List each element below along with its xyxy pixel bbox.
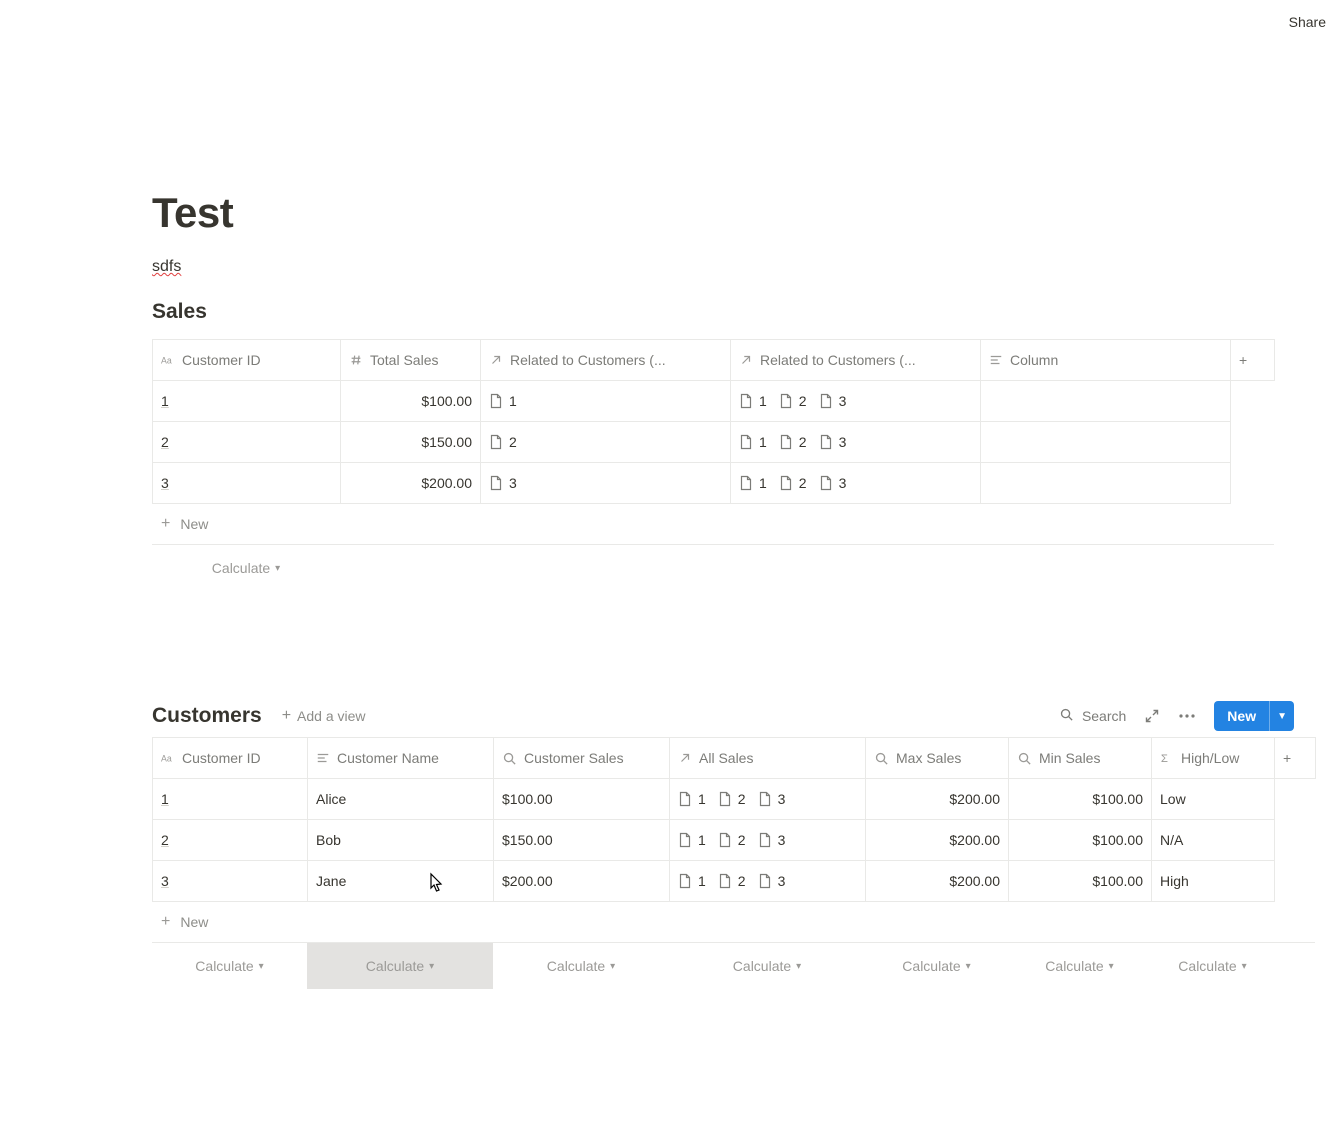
cell-customer-id[interactable] <box>153 779 308 820</box>
relation-label: 3 <box>777 791 786 808</box>
table-row[interactable] <box>153 463 1275 504</box>
cell-text: 3 <box>161 873 169 890</box>
chevron-down-icon: ▾ <box>258 960 264 972</box>
customers-calculate-customer-id[interactable] <box>152 943 307 989</box>
customers-new-row-label: New <box>180 914 209 931</box>
cell-related-a[interactable] <box>481 463 731 504</box>
relation-item[interactable] <box>758 873 786 889</box>
cell-customer-sales[interactable] <box>494 820 670 861</box>
cell-text: Low <box>1160 791 1186 808</box>
customers-calculate-high-low[interactable] <box>1151 943 1274 989</box>
relation-label: 2 <box>798 434 807 451</box>
relation-icon <box>489 353 503 367</box>
cell-text: $100.00 <box>502 791 553 808</box>
cell-related-a[interactable] <box>481 381 731 422</box>
new-record-button[interactable] <box>1214 701 1294 731</box>
calculate-label: Calculate <box>546 958 606 975</box>
cell-customer-id[interactable] <box>153 463 341 504</box>
sales-column-column[interactable] <box>981 340 1231 381</box>
calculate-label: Calculate <box>1045 958 1104 975</box>
sales-new-row-button[interactable] <box>152 504 1274 545</box>
relation-label: 3 <box>777 873 786 890</box>
customers-column-label: High/Low <box>1181 750 1240 767</box>
relation-item[interactable] <box>779 475 807 491</box>
relation-item[interactable] <box>489 475 517 491</box>
cell-all-sales[interactable] <box>670 820 866 861</box>
rollup-icon <box>502 751 517 766</box>
cell-related-b[interactable] <box>731 463 981 504</box>
cell-related-a[interactable] <box>481 422 731 463</box>
add-a-view-button[interactable] <box>282 708 366 724</box>
relation-label: 3 <box>509 475 517 492</box>
cell-min-sales[interactable] <box>1009 779 1152 820</box>
page-icon <box>779 475 793 491</box>
cell-text: N/A <box>1160 832 1184 849</box>
calculate-label: Calculate <box>211 560 271 577</box>
cell-text: Alice <box>316 791 347 808</box>
relation-label: 2 <box>798 393 807 410</box>
customers-column-customer-name[interactable] <box>308 738 494 779</box>
calculate-label: Calculate <box>902 958 961 975</box>
table-row[interactable] <box>153 779 1316 820</box>
search-icon <box>1059 707 1074 725</box>
cell-text: 2 <box>161 832 169 849</box>
customers-table <box>152 737 1316 902</box>
cell-customer-name[interactable] <box>308 861 494 902</box>
page-icon <box>489 434 503 450</box>
relation-label: 2 <box>798 475 807 492</box>
cell-all-sales[interactable] <box>670 861 866 902</box>
sales-column-customer-id[interactable] <box>153 340 341 381</box>
relation-label: 2 <box>737 873 746 890</box>
cell-min-sales[interactable] <box>1009 861 1152 902</box>
customers-column-label: All Sales <box>699 750 754 767</box>
cell-total-sales[interactable] <box>341 463 481 504</box>
relation-item[interactable] <box>718 832 746 848</box>
cell-high-low[interactable] <box>1152 779 1275 820</box>
relation-label: 3 <box>838 393 847 410</box>
text-icon <box>989 353 1003 367</box>
page-icon <box>678 791 692 807</box>
page-icon <box>758 832 772 848</box>
customers-table-header-row <box>153 738 1316 779</box>
customers-add-column-button[interactable]: + <box>1275 738 1316 779</box>
cell-text: Bob <box>316 832 341 849</box>
page-icon <box>758 791 772 807</box>
page-icon <box>678 832 692 848</box>
new-record-label: New <box>1227 708 1257 725</box>
sales-column-label: Related to Customers (... <box>760 352 916 369</box>
relation-label: 1 <box>698 832 706 849</box>
relation-item[interactable] <box>758 791 786 807</box>
cell-customer-name[interactable] <box>308 820 494 861</box>
sales-database-block <box>152 300 1330 591</box>
cell-customer-sales[interactable] <box>494 861 670 902</box>
relation-item[interactable] <box>718 873 746 889</box>
relation-item[interactable] <box>739 434 767 450</box>
relation-item[interactable] <box>758 832 786 848</box>
relation-label: 1 <box>509 393 517 410</box>
customers-calculate-all-sales[interactable] <box>669 943 865 989</box>
plus-icon: + <box>281 707 292 725</box>
cell-column[interactable] <box>981 381 1231 422</box>
cell-text: 3 <box>161 475 169 492</box>
formula-icon <box>1160 751 1174 765</box>
customers-column-label: Max Sales <box>896 750 962 767</box>
customers-column-customer-id[interactable] <box>153 738 308 779</box>
chevron-down-icon: ▾ <box>1108 960 1114 972</box>
page-icon <box>819 393 833 409</box>
relation-item[interactable] <box>779 393 807 409</box>
row-spacer <box>1231 422 1275 463</box>
sales-column-label: Total Sales <box>370 352 439 369</box>
sales-column-label: Customer ID <box>182 352 261 369</box>
page-icon <box>718 832 732 848</box>
cell-all-sales[interactable] <box>670 779 866 820</box>
cell-column[interactable] <box>981 422 1231 463</box>
customers-calculate-customer-name[interactable] <box>307 943 493 989</box>
svg-text:Aa: Aa <box>161 355 172 366</box>
relation-label: 3 <box>838 475 847 492</box>
table-row[interactable] <box>153 861 1316 902</box>
title-icon <box>161 751 175 765</box>
cell-high-low[interactable] <box>1152 861 1275 902</box>
customers-toolbar <box>1059 701 1294 731</box>
sales-column-label: Column <box>1010 352 1059 369</box>
table-row[interactable] <box>153 422 1275 463</box>
chevron-down-icon[interactable]: ▼ <box>1269 701 1294 731</box>
cell-text: $100.00 <box>1092 873 1143 890</box>
page-content <box>152 0 1330 989</box>
chevron-down-icon: ▾ <box>429 960 435 972</box>
relation-label: 1 <box>698 873 706 890</box>
number-icon <box>349 353 363 367</box>
cell-text: $100.00 <box>1092 791 1143 808</box>
relation-label: 1 <box>759 393 767 410</box>
svg-text:Aa: Aa <box>161 753 172 764</box>
cell-max-sales[interactable] <box>866 779 1009 820</box>
sales-table-header-row <box>153 340 1275 381</box>
cell-max-sales[interactable] <box>866 820 1009 861</box>
relation-icon <box>678 751 692 765</box>
customers-column-customer-sales[interactable] <box>494 738 670 779</box>
cell-text: $200.00 <box>949 873 1000 890</box>
svg-text:Σ: Σ <box>1160 753 1168 766</box>
cell-total-sales[interactable] <box>341 381 481 422</box>
page-title: Test <box>152 189 234 236</box>
sales-column-total-sales[interactable] <box>341 340 481 381</box>
cell-text: $100.00 <box>421 393 472 410</box>
relation-item[interactable] <box>678 832 706 848</box>
cell-customer-name[interactable] <box>308 779 494 820</box>
customers-column-high-low[interactable] <box>1152 738 1275 779</box>
relation-label: 1 <box>759 434 767 451</box>
sales-add-column-button[interactable]: + <box>1231 340 1275 381</box>
relation-item[interactable] <box>718 791 746 807</box>
chevron-down-icon: ▾ <box>965 960 971 972</box>
cell-max-sales[interactable] <box>866 861 1009 902</box>
expand-icon[interactable] <box>1144 708 1160 724</box>
page-icon <box>678 873 692 889</box>
add-a-view-label: Add a view <box>297 708 366 725</box>
customers-new-row-button[interactable] <box>152 902 1315 943</box>
relation-label: 2 <box>737 791 746 808</box>
cell-text: $200.00 <box>502 873 553 890</box>
cell-customer-id[interactable] <box>153 820 308 861</box>
customers-column-label: Customer ID <box>182 750 261 767</box>
customers-column-all-sales[interactable] <box>670 738 866 779</box>
cell-total-sales[interactable] <box>341 422 481 463</box>
relation-label: 3 <box>777 832 786 849</box>
chevron-down-icon: ▾ <box>275 562 281 574</box>
page-icon <box>739 393 753 409</box>
cell-high-low[interactable] <box>1152 820 1275 861</box>
cell-text: $100.00 <box>1092 832 1143 849</box>
plus-icon: + <box>161 913 171 931</box>
relation-item[interactable] <box>779 434 807 450</box>
chevron-down-icon: ▾ <box>1241 960 1247 972</box>
calculate-label: Calculate <box>365 958 425 975</box>
customers-calculate-min-sales[interactable] <box>1008 943 1151 989</box>
cell-text: $200.00 <box>949 832 1000 849</box>
text-icon <box>316 751 330 765</box>
sales-calculate-customer-id[interactable] <box>152 545 340 591</box>
cell-text: 1 <box>161 791 169 808</box>
customers-column-max-sales[interactable] <box>866 738 1009 779</box>
relation-label: 3 <box>838 434 847 451</box>
page-icon <box>819 434 833 450</box>
chevron-down-icon: ▾ <box>610 960 616 972</box>
cell-customer-id[interactable] <box>153 861 308 902</box>
customers-column-label: Min Sales <box>1039 750 1101 767</box>
cell-text: 1 <box>161 393 169 410</box>
sales-table <box>152 339 1275 504</box>
relation-item[interactable] <box>819 475 847 491</box>
relation-label: 1 <box>698 791 706 808</box>
cell-text: High <box>1160 873 1189 890</box>
relation-item[interactable] <box>678 791 706 807</box>
search-label: Search <box>1081 708 1127 725</box>
search-button[interactable] <box>1059 707 1126 725</box>
cell-customer-sales[interactable] <box>494 779 670 820</box>
relation-label: 2 <box>509 434 517 451</box>
page-icon <box>819 475 833 491</box>
sales-new-row-label: New <box>180 516 209 533</box>
relation-icon <box>739 353 753 367</box>
relation-item[interactable] <box>819 434 847 450</box>
cell-related-b[interactable] <box>731 422 981 463</box>
sales-column-related-a[interactable] <box>481 340 731 381</box>
relation-item[interactable] <box>739 475 767 491</box>
customers-column-min-sales[interactable] <box>1009 738 1152 779</box>
customers-calculate-max-sales[interactable] <box>865 943 1008 989</box>
more-options-icon[interactable] <box>1178 708 1196 724</box>
calculate-label: Calculate <box>1178 958 1237 975</box>
page-icon <box>489 393 503 409</box>
row-spacer <box>1231 463 1275 504</box>
customers-database-block <box>152 699 1330 989</box>
page-icon <box>718 791 732 807</box>
table-row[interactable] <box>153 381 1275 422</box>
share-button[interactable]: Share <box>1288 14 1326 30</box>
relation-item[interactable] <box>819 393 847 409</box>
sales-heading: Sales <box>152 300 207 324</box>
row-spacer <box>1275 820 1316 861</box>
cell-customer-id[interactable] <box>153 381 341 422</box>
cell-column[interactable] <box>981 463 1231 504</box>
relation-label: 2 <box>737 832 746 849</box>
customers-column-label: Customer Name <box>337 750 439 767</box>
customers-calculate-customer-sales[interactable] <box>493 943 669 989</box>
sales-column-label: Related to Customers (... <box>510 352 666 369</box>
cell-text: $200.00 <box>421 475 472 492</box>
cell-related-b[interactable] <box>731 381 981 422</box>
relation-item[interactable] <box>739 393 767 409</box>
relation-item[interactable] <box>489 434 517 450</box>
cell-text: $150.00 <box>421 434 472 451</box>
customers-column-label: Customer Sales <box>524 750 624 767</box>
cell-min-sales[interactable] <box>1009 820 1152 861</box>
relation-label: 1 <box>759 475 767 492</box>
relation-item[interactable] <box>678 873 706 889</box>
relation-item[interactable] <box>489 393 517 409</box>
row-spacer <box>1275 779 1316 820</box>
plus-icon: + <box>161 515 171 533</box>
cell-text: 2 <box>161 434 169 451</box>
cell-customer-id[interactable] <box>153 422 341 463</box>
page-icon <box>779 434 793 450</box>
page-subtitle[interactable]: sdfs <box>152 258 182 276</box>
title-icon <box>161 353 175 367</box>
rollup-icon <box>1017 751 1032 766</box>
rollup-icon <box>874 751 889 766</box>
page-icon <box>718 873 732 889</box>
page-icon <box>758 873 772 889</box>
table-row[interactable] <box>153 820 1316 861</box>
chevron-down-icon: ▾ <box>796 960 802 972</box>
page-icon <box>739 434 753 450</box>
cell-text: Jane <box>316 873 347 890</box>
cell-text: $150.00 <box>502 832 553 849</box>
sales-column-related-b[interactable] <box>731 340 981 381</box>
calculate-label: Calculate <box>195 958 254 975</box>
page-icon <box>739 475 753 491</box>
page-icon <box>489 475 503 491</box>
calculate-label: Calculate <box>732 958 792 975</box>
page-icon <box>779 393 793 409</box>
row-spacer <box>1231 381 1275 422</box>
customers-heading[interactable]: Customers <box>152 704 262 728</box>
cell-text: $200.00 <box>949 791 1000 808</box>
row-spacer <box>1275 861 1316 902</box>
customers-header <box>152 699 1330 733</box>
